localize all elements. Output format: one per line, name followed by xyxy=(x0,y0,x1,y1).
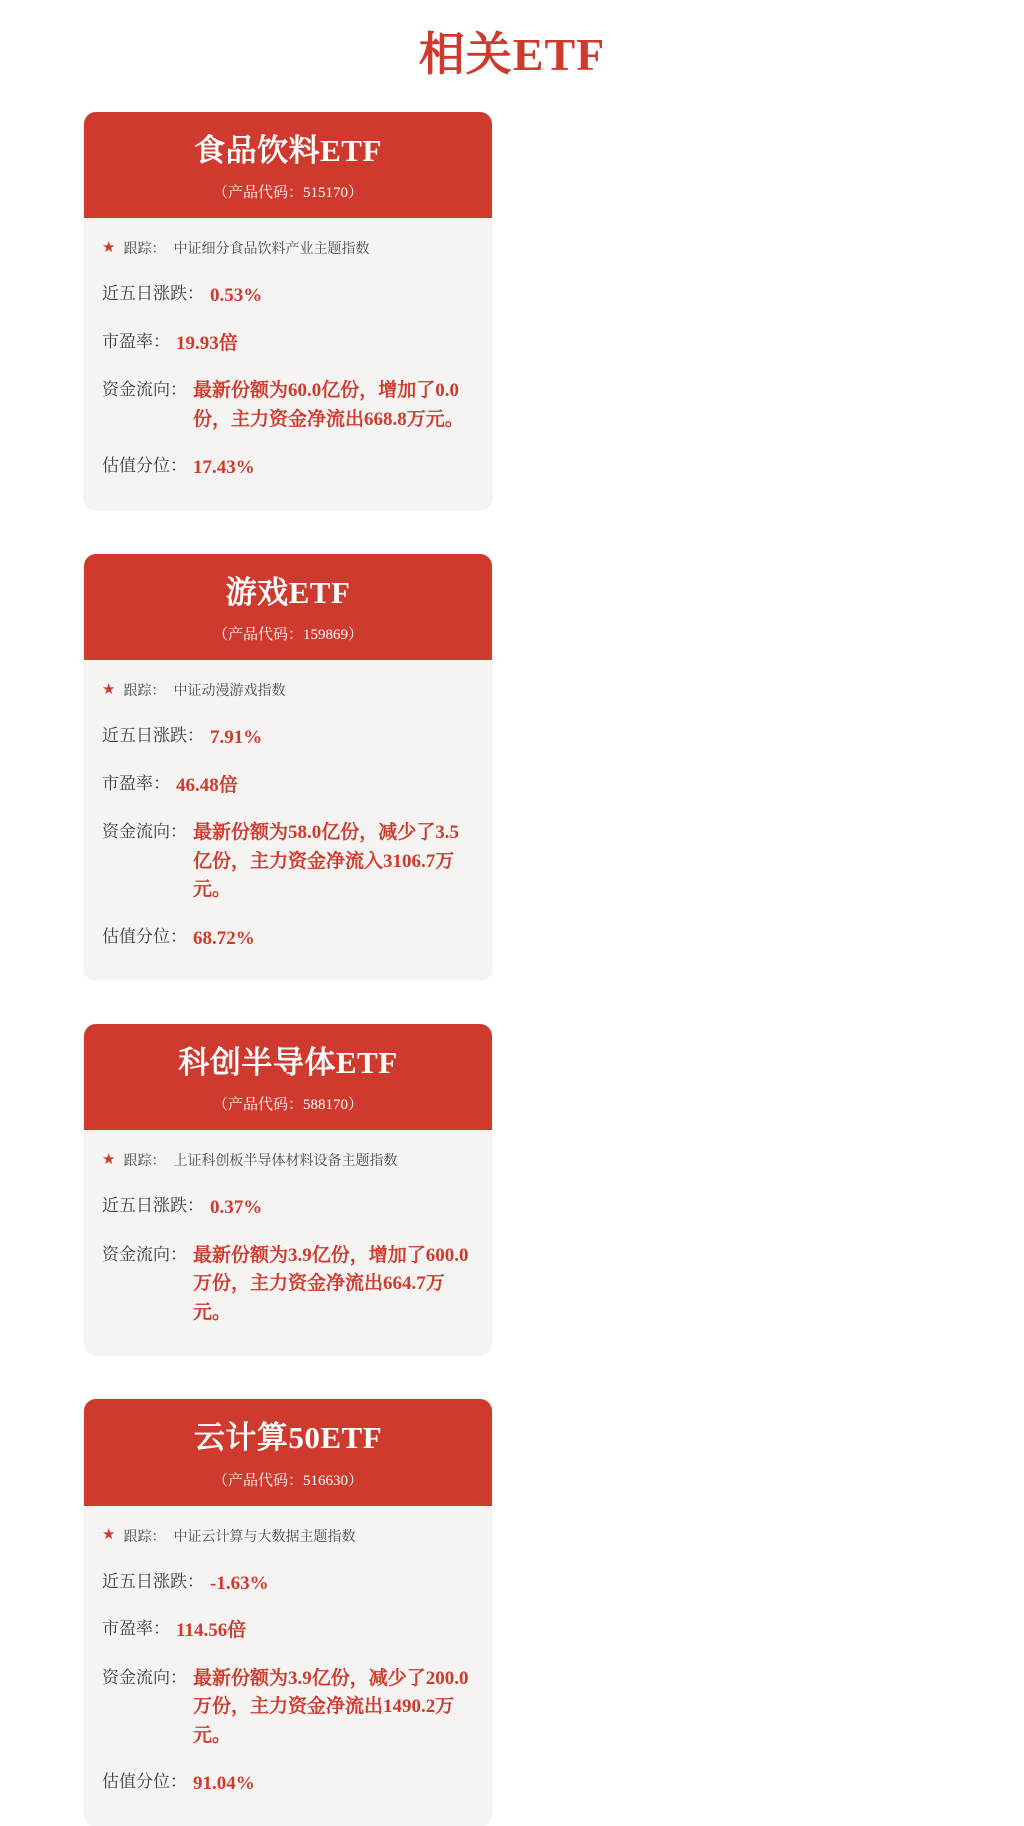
metric-value: 46.48倍 xyxy=(176,774,238,796)
metric-label: 资金流向： xyxy=(102,822,187,842)
track-index: 中证云计算与大数据主题指数 xyxy=(173,1529,356,1545)
etf-name: 科创半导体ETF xyxy=(178,1045,398,1081)
track-index: 中证细分食品饮料产业主题指数 xyxy=(173,242,370,258)
star-icon: ★ xyxy=(102,239,116,256)
code-suffix: ） xyxy=(348,627,364,644)
metric-change5d xyxy=(102,1184,474,1232)
metric-value: 最新份额为3.9亿份，增加了600.0万份，主力资金净流出664.7万元。 xyxy=(193,1244,469,1323)
metric-change5d xyxy=(102,714,474,762)
track-label: 跟踪： xyxy=(123,684,166,700)
metric-value: 0.53% xyxy=(210,285,263,307)
etf-card[interactable] xyxy=(84,1399,492,1825)
code-suffix: ） xyxy=(348,185,364,202)
etf-card[interactable] xyxy=(84,1024,492,1355)
etf-card-header xyxy=(84,554,492,660)
etf-name: 游戏ETF xyxy=(225,574,351,610)
metric-pe xyxy=(102,1607,474,1655)
metric-fund-flow xyxy=(102,1655,474,1761)
metric-valuation xyxy=(102,444,474,492)
code-value: 516630 xyxy=(303,1472,348,1489)
code-suffix: ） xyxy=(348,1472,364,1489)
code-suffix: ） xyxy=(348,1097,364,1114)
metric-label: 近五日涨跌： xyxy=(102,1196,204,1216)
etf-card[interactable] xyxy=(84,554,492,980)
code-value: 515170 xyxy=(303,185,348,202)
metric-label: 资金流向： xyxy=(102,380,187,400)
code-value: 159869 xyxy=(303,627,348,644)
star-icon: ★ xyxy=(102,681,116,698)
etf-card[interactable] xyxy=(84,112,492,510)
etf-code xyxy=(96,181,480,202)
code-prefix: （产品代码： xyxy=(212,185,303,202)
metric-label: 近五日涨跌： xyxy=(102,284,204,304)
metric-valuation xyxy=(102,1760,474,1808)
code-prefix: （产品代码： xyxy=(212,627,303,644)
metric-value: 114.56倍 xyxy=(176,1620,247,1642)
etf-code xyxy=(96,1093,480,1114)
metric-pe xyxy=(102,320,474,368)
metric-valuation xyxy=(102,915,474,963)
metric-change5d xyxy=(102,272,474,320)
metric-label: 估值分位： xyxy=(102,1772,187,1792)
metric-label: 市盈率： xyxy=(102,773,170,793)
metric-label: 估值分位： xyxy=(102,456,187,476)
track-label: 跟踪： xyxy=(123,1154,166,1170)
etf-code xyxy=(96,623,480,644)
metric-value: -1.63% xyxy=(210,1572,269,1594)
code-prefix: （产品代码： xyxy=(212,1097,303,1114)
metric-value: 0.37% xyxy=(210,1197,263,1219)
etf-page xyxy=(0,18,1024,1826)
metric-value: 最新份额为60.0亿份，增加了0.0份，主力资金净流出668.8万元。 xyxy=(193,380,464,430)
metric-value: 最新份额为58.0亿份，减少了3.5亿份，主力资金净流入3106.7万元。 xyxy=(193,822,460,901)
metric-value: 91.04% xyxy=(193,1773,255,1795)
etf-card-body xyxy=(84,218,492,510)
metric-label: 资金流向： xyxy=(102,1667,187,1687)
etf-card-grid xyxy=(84,112,940,1826)
star-icon: ★ xyxy=(102,1527,116,1544)
etf-card-header xyxy=(84,112,492,218)
metric-label: 近五日涨跌： xyxy=(102,726,204,746)
metric-fund-flow xyxy=(102,809,474,915)
track-row xyxy=(102,1520,474,1560)
track-row xyxy=(102,1144,474,1184)
metric-value: 7.91% xyxy=(210,727,263,749)
metric-pe xyxy=(102,762,474,810)
metric-change5d xyxy=(102,1560,474,1608)
etf-card-body xyxy=(84,660,492,980)
etf-name: 食品饮料ETF xyxy=(194,133,382,168)
track-row xyxy=(102,674,474,714)
page-title: 相关ETF xyxy=(418,29,606,80)
track-index: 上证科创板半导体材料设备主题指数 xyxy=(173,1154,398,1170)
track-index: 中证动漫游戏指数 xyxy=(173,684,286,700)
metric-fund-flow xyxy=(102,367,474,444)
metric-value: 最新份额为3.9亿份，减少了200.0万份，主力资金净流出1490.2万元。 xyxy=(193,1667,469,1746)
metric-label: 市盈率： xyxy=(102,331,170,351)
track-row xyxy=(102,232,474,272)
metric-label: 市盈率： xyxy=(102,1619,170,1639)
etf-name: 云计算50ETF xyxy=(193,1420,383,1456)
etf-card-body xyxy=(84,1130,492,1355)
metric-label: 估值分位： xyxy=(102,926,187,946)
metric-fund-flow xyxy=(102,1232,474,1338)
track-label: 跟踪： xyxy=(123,242,166,258)
etf-code xyxy=(96,1469,480,1490)
metric-value: 19.93倍 xyxy=(176,332,238,354)
star-icon: ★ xyxy=(102,1151,116,1168)
etf-card-body xyxy=(84,1506,492,1826)
etf-card-header xyxy=(84,1024,492,1130)
metric-label: 资金流向： xyxy=(102,1244,187,1264)
code-prefix: （产品代码： xyxy=(212,1472,303,1489)
metric-label: 近五日涨跌： xyxy=(102,1571,204,1591)
code-value: 588170 xyxy=(303,1097,348,1114)
metric-value: 17.43% xyxy=(193,457,255,479)
track-label: 跟踪： xyxy=(123,1529,166,1545)
metric-value: 68.72% xyxy=(193,927,255,949)
etf-card-header xyxy=(84,1399,492,1505)
